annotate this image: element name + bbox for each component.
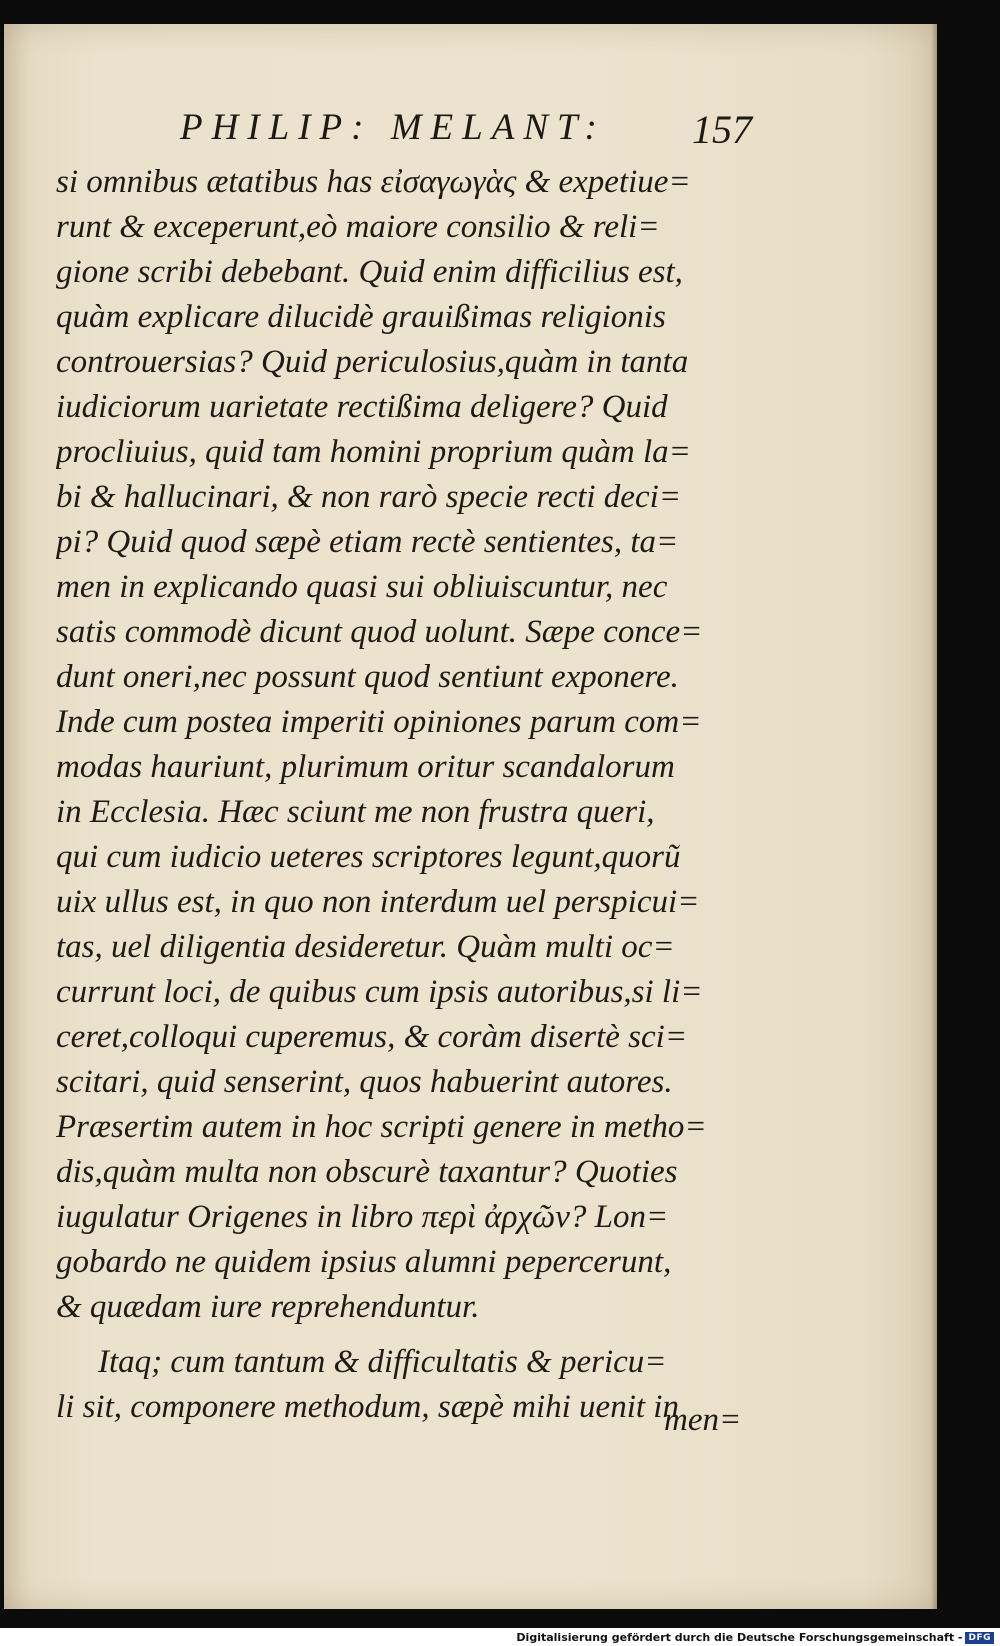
credit-text: Digitalisierung gefördert durch die Deutsche Forschungsgemeinschaft -: [516, 1631, 963, 1644]
text-line: in Ecclesia. Hæc sciunt me non frustra queri,: [56, 794, 655, 830]
text-line: qui cum iudicio ueteres scriptores legunt,quorũ: [56, 839, 681, 875]
text-line: si omnibus ætatibus has εἰσαγωγὰς & expetiue=: [56, 164, 691, 200]
text-line: controuersias? Quid periculosius,quàm in tanta: [56, 344, 689, 380]
text-line: scitari, quid senserint, quos habuerint autores.: [56, 1064, 673, 1100]
text-line: currunt loci, de quibus cum ipsis autoribus,si li=: [56, 974, 703, 1010]
text-line: satis commodè dicunt quod uolunt. Sæpe conce=: [56, 614, 703, 650]
text-line: dunt oneri,nec possunt quod sentiunt exponere.: [56, 659, 679, 695]
digitization-credit: [516, 1631, 994, 1644]
text-line: dis,quàm multa non obscurè taxantur? Quoties: [56, 1154, 678, 1190]
text-line: runt & exceperunt,eò maiore consilio & reli=: [56, 209, 660, 245]
text-line: uix ullus est, in quo non interdum uel perspicui=: [56, 884, 700, 920]
catchword: men=: [664, 1402, 742, 1438]
text-line: quàm explicare dilucidè grauißimas religionis: [56, 299, 666, 335]
running-head: PHILIP: MELANT:: [180, 107, 606, 148]
text-line: men in explicando quasi sui obliuiscuntur, nec: [56, 569, 668, 605]
text-line: gobardo ne quidem ipsius alumni pepercerunt,: [56, 1244, 672, 1280]
page-edge-shadow: [931, 24, 937, 1609]
text-line: Itaq; cum tantum & difficultatis & pericu=: [98, 1344, 667, 1380]
text-line: tas, uel diligentia desideretur. Quàm multi oc=: [56, 929, 675, 965]
text-line: bi & hallucinari, & non rarò specie recti deci=: [56, 479, 682, 515]
dfg-logo: DFG: [965, 1632, 994, 1644]
text-line: iudiciorum uarietate rectißima deligere? Quid: [56, 389, 668, 425]
text-line: iugulatur Origenes in libro περὶ ἀρχῶν? Lon=: [56, 1199, 669, 1235]
body-text: [56, 160, 756, 1430]
text-line: modas hauriunt, plurimum oritur scandalorum: [56, 749, 675, 785]
text-line: gione scribi debebant. Quid enim difficilius est,: [56, 254, 683, 290]
text-line: ceret,colloqui cuperemus, & coràm disertè sci=: [56, 1019, 688, 1055]
text-line: Inde cum postea imperiti opiniones parum com=: [56, 704, 702, 740]
text-line: li sit, componere methodum, sæpè mihi uenit in: [56, 1389, 679, 1425]
page-number: 157: [692, 107, 752, 152]
text-line: procliuius, quid tam homini proprium quàm la=: [56, 434, 691, 470]
text-line: Præsertim autem in hoc scripti genere in metho=: [56, 1109, 707, 1145]
text-line: & quædam iure reprehenduntur.: [56, 1289, 480, 1325]
book-page: [4, 24, 937, 1609]
text-line: pi? Quid quod sæpè etiam rectè sentientes, ta=: [56, 524, 679, 560]
